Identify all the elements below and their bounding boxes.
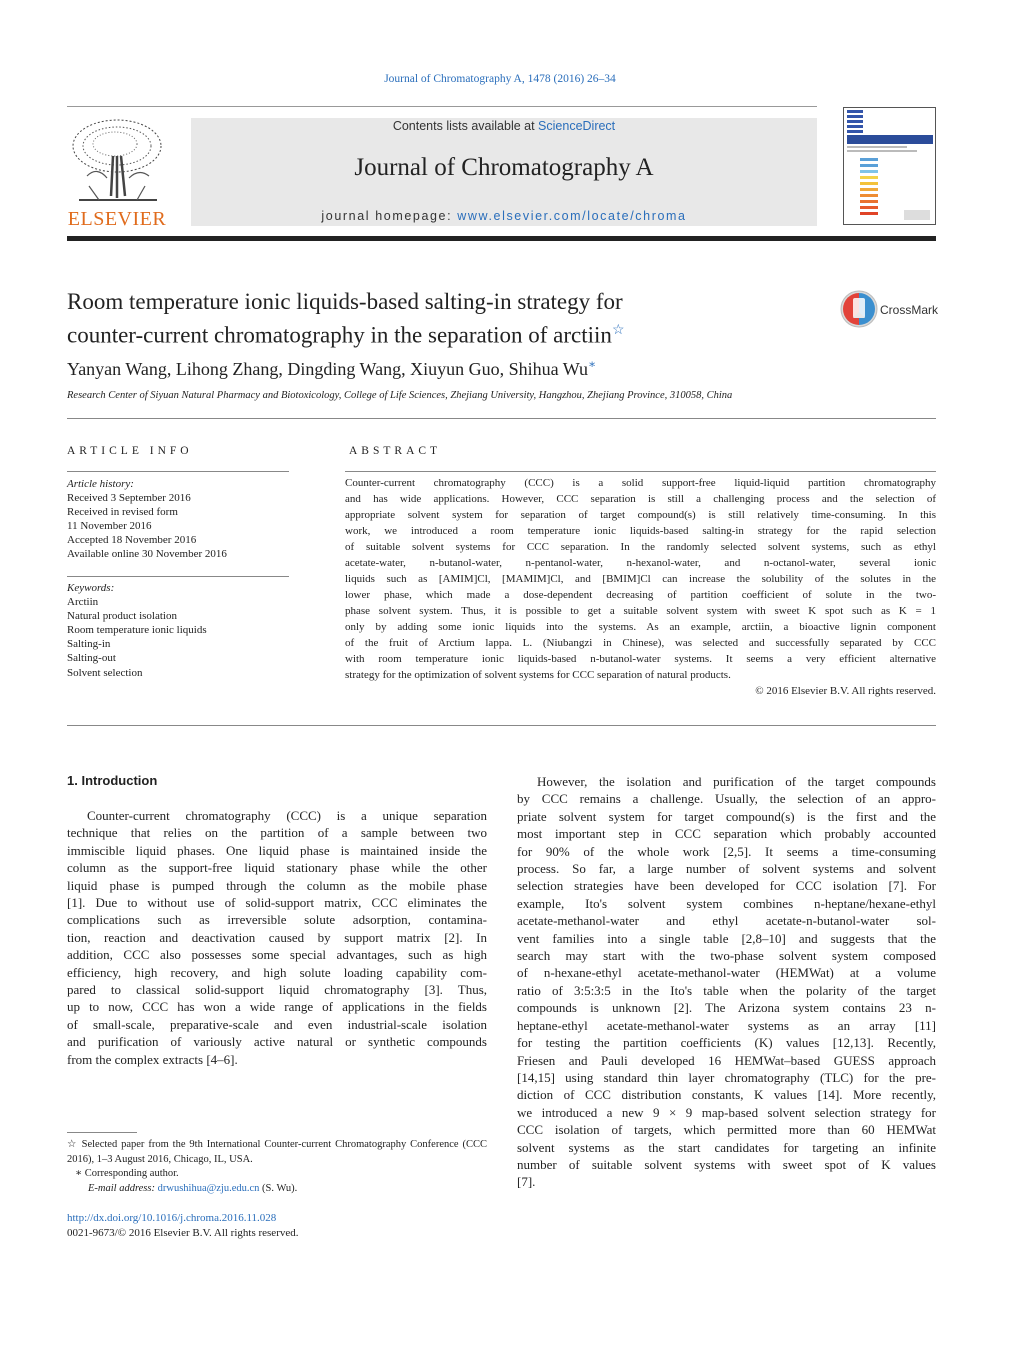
title-line-1: Room temperature ionic liquids-based salting-in strategy for [67,289,623,314]
header-thick-rule [67,236,936,241]
body-line: tion, reaction and deactivation caused by support matrix [2]. In [67,929,487,945]
abstract-line: appropriate solvent system for separation of target compound(s) is still relatively time-consuming. In this [345,509,936,521]
body-line: However, the isolation and purification of the target compounds [537,774,936,789]
elsevier-tree-logo [67,116,167,208]
abstract-line: liquids such as [AMIM]Cl, [MAMIM]Cl, and [BMIM]Cl can increase the solubility of the solutes in the [345,573,936,585]
doi-block [67,1211,299,1241]
body-line: most important step in CCC separation which probably accounted [517,826,936,842]
body-line: acetate-methanol-water and ethyl acetate-n-butanol-water sol- [517,913,936,929]
title-line-2-text: counter-current chromatography in the separation of arctiin [67,322,612,348]
body-line: up to now, CCC has won a wide range of applications in the fields [67,999,487,1015]
intro-right-column [517,773,936,1191]
history-label: Article history: [67,478,134,490]
body-line: priate solvent system for target compound(s) is the first and the [517,808,936,824]
body-line: ratio of 3:5:3:5 in the Ito's table when the polarity of the target [517,982,936,998]
footnote-conference: ☆ Selected paper from the 9th International Counter-current Chromatography Conference (CCC 2016), 1–3 August 2016, Chicago, IL, USA. [67,1139,487,1165]
body-line: example, Ito's solvent system combines n-heptane/hexane-ethyl [517,895,936,911]
journal-citation[interactable]: Journal of Chromatography A, 1478 (2016) 26–34 [384,73,616,85]
history-item: 11 November 2016 [67,520,152,533]
history-item: Received 3 September 2016 [67,492,191,505]
doi-link[interactable]: http://dx.doi.org/10.1016/j.chroma.2016.11.028 [67,1212,277,1224]
keywords-block [67,581,289,680]
body-line: number of suitable solvent systems with sweet spot of K values [517,1156,936,1172]
body-line: diction of CCC distribution constants, K values [14]. More recently, [517,1087,936,1103]
homepage-link[interactable]: www.elsevier.com/locate/chroma [457,209,687,223]
body-line: search may start with the two-phase solvent system composed [517,948,936,964]
body-line: column as the support-free liquid stationary phase while the other [67,860,487,876]
body-line: selection strategies have been developed for CCC isolation [7]. For [517,878,936,894]
abstract-text [345,475,936,683]
body-line: heptane-ethyl acetate-methanol-water systems as an array [11] [517,1017,936,1033]
body-line: immiscible liquid phases. One liquid phase is maintained inside the [67,842,487,858]
title-block-rule [67,418,936,419]
body-line: process. So far, a large number of solvent systems and solvent [517,861,936,877]
contents-prefix: Contents lists available at [392,119,539,133]
body-line: of n-hexane-ethyl acetate-methanol-water (HEMWat) at a volume [517,965,936,981]
keyword-item: Solvent selection [67,666,143,679]
crossmark-icon [840,290,878,328]
journal-banner [191,118,817,226]
abstract-line: and has wide applications. However, CCC separation is still a challenging process and the selection of [345,493,936,505]
email-suffix: (S. Wu). [259,1182,298,1194]
email-link[interactable]: drwushihua@zju.edu.cn [157,1182,260,1194]
footnote-email [67,1182,487,1197]
abstract-line: of suitable solvent systems for CCC separation. In the randomly selected solvent systems, such as ethyl [345,541,936,553]
sciencedirect-link[interactable]: ScienceDirect [538,119,616,133]
keyword-item: Salting-in [67,638,111,651]
author-names: Yanyan Wang, Lihong Zhang, Dingding Wang, Xiuyun Guo, Shihua Wu [67,359,589,379]
abstract-line: of the fruit of Arctium lappa. L. (Niubangzi in Chinese), was selected and successfully separated by CCC [345,637,936,649]
abstract-line: only by adding some ionic liquids into the systems. As an example, arctiin, a bioactive lignin component [345,621,936,633]
body-line: technique that relies on the partition of a sample between two [67,825,487,841]
journal-cover-thumbnail[interactable] [843,107,936,225]
body-line: from the complex extracts [4–6]. [67,1051,238,1067]
body-line: of small-scale, preparative-scale and even industrial-scale isolation [67,1016,487,1032]
abstract-copyright: © 2016 Elsevier B.V. All rights reserved. [755,685,936,697]
body-line: we introduced a new 9 × 9 map-based solvent selection strategy for [517,1104,936,1120]
article-history [67,477,289,562]
homepage-line [191,209,817,223]
contents-line [191,118,817,133]
abstract-line: acetate-water, n-butanol-water, n-pentanol-water, n-hexanol-water, and n-octanol-water, several ionic [345,557,936,569]
elsevier-wordmark: ELSEVIER [67,208,167,230]
body-line: vent families into a single table [2,8–10] and suggests that the [517,930,936,946]
body-line: CCC isolation of targets, which permitted more than 60 HEMWat [517,1122,936,1138]
body-line: [14,15] using standard thin layer chromatography (TLC) for the pre- [517,1069,936,1085]
body-line: [1]. Due to without use of solid-support matrix, CCC eliminates the [67,895,487,911]
history-item: Available online 30 November 2016 [67,548,227,561]
body-line: complications such as irreversible solute adsorption, contamina- [67,912,487,928]
body-line: compounds is unknown [2]. The Arizona system contains 23 n- [517,1000,936,1016]
body-line: [7]. [517,1174,536,1190]
affiliation: Research Center of Siyuan Natural Pharmacy and Biotoxicology, College of Life Sciences, Zhejiang University, Hangzhou, Zhejiang Province, 310058, China [67,390,733,401]
article-info-heading: ARTICLE INFO [67,445,193,457]
article-info-rule [67,471,289,472]
abstract-line: lower phase, which made a dose-dependent decreasing of partition coefficient of solute in the two- [345,589,936,601]
article-title [67,287,827,350]
body-line: for testing the partition coefficients (K) values [12,13]. Recently, [517,1035,936,1051]
journal-cover-image [844,108,935,224]
footnote-corresponding: ∗ Corresponding author. [75,1168,179,1179]
abstract-line: phase solvent system. Thus, it is possible to get a suitable solvent system with sweet K spot such as K = 1 [345,605,936,617]
title-line-2 [67,316,827,350]
keyword-item: Salting-out [67,652,116,665]
history-item: Accepted 18 November 2016 [67,534,197,547]
body-line: efficiency, high recovery, and high solute loading capability com- [67,964,487,980]
body-line: by CCC remains a challenge. Usually, the selection of an appro- [517,791,936,807]
corresponding-author-mark[interactable]: ∗ [588,357,597,371]
footnote-rule [67,1132,137,1133]
homepage-prefix: journal homepage: [321,209,458,223]
body-line: solvent systems as the start candidates for targeting an infinite [517,1139,936,1155]
abstract-bottom-rule [67,725,936,726]
issn-copyright: 0021-9673/© 2016 Elsevier B.V. All rights reserved. [67,1227,299,1239]
section-heading-introduction: 1. Introduction [67,773,158,788]
abstract-line: strategy for the optimization of solvent systems for CCC separation of natural products. [345,669,731,681]
body-line: for 90% of the whole work [2,5]. It seems a time-consuming [517,843,936,859]
title-footnote-star[interactable]: ☆ [611,323,625,338]
crossmark-label: CrossMark [880,303,939,317]
keyword-item: Room temperature ionic liquids [67,624,207,637]
body-line: addition, CCC also possesses some special advantages, such as high [67,947,487,963]
intro-left-column [67,807,487,1068]
journal-title: Journal of Chromatography A [354,154,654,181]
body-line: and purification of variously active natural or synthetic compounds [67,1034,487,1050]
abstract-heading: ABSTRACT [349,445,442,457]
abstract-rule [345,471,936,472]
history-item: Received in revised form [67,506,178,519]
body-line: Friesen and Pauli developed 16 HEMWat–based GUESS approach [517,1052,936,1068]
header-divider [67,106,817,107]
keywords-label: Keywords: [67,582,115,594]
body-line: Counter-current chromatography (CCC) is a unique separation [87,808,487,823]
crossmark-badge[interactable] [840,290,938,330]
keyword-item: Arctiin [67,596,99,609]
author-list [67,357,596,380]
body-line: liquid phase is pumped through the column as the mobile phase [67,877,487,893]
abstract-line: with room temperature ionic liquids-based n-butanol-water systems. It seems a very efficient alternative [345,653,936,665]
keywords-rule [67,576,289,577]
email-label: E-mail address: [88,1182,158,1194]
abstract-line: Counter-current chromatography (CCC) is a solid support-free liquid-liquid partition chromatography [345,477,936,489]
footnotes [67,1138,487,1196]
abstract-line: work, we introduced a room temperature ionic liquids-based salting-in strategy for the rapid selection [345,525,936,537]
body-line: pared to classical solid-support liquid chromatography [3]. Thus, [67,982,487,998]
keyword-item: Natural product isolation [67,610,177,623]
